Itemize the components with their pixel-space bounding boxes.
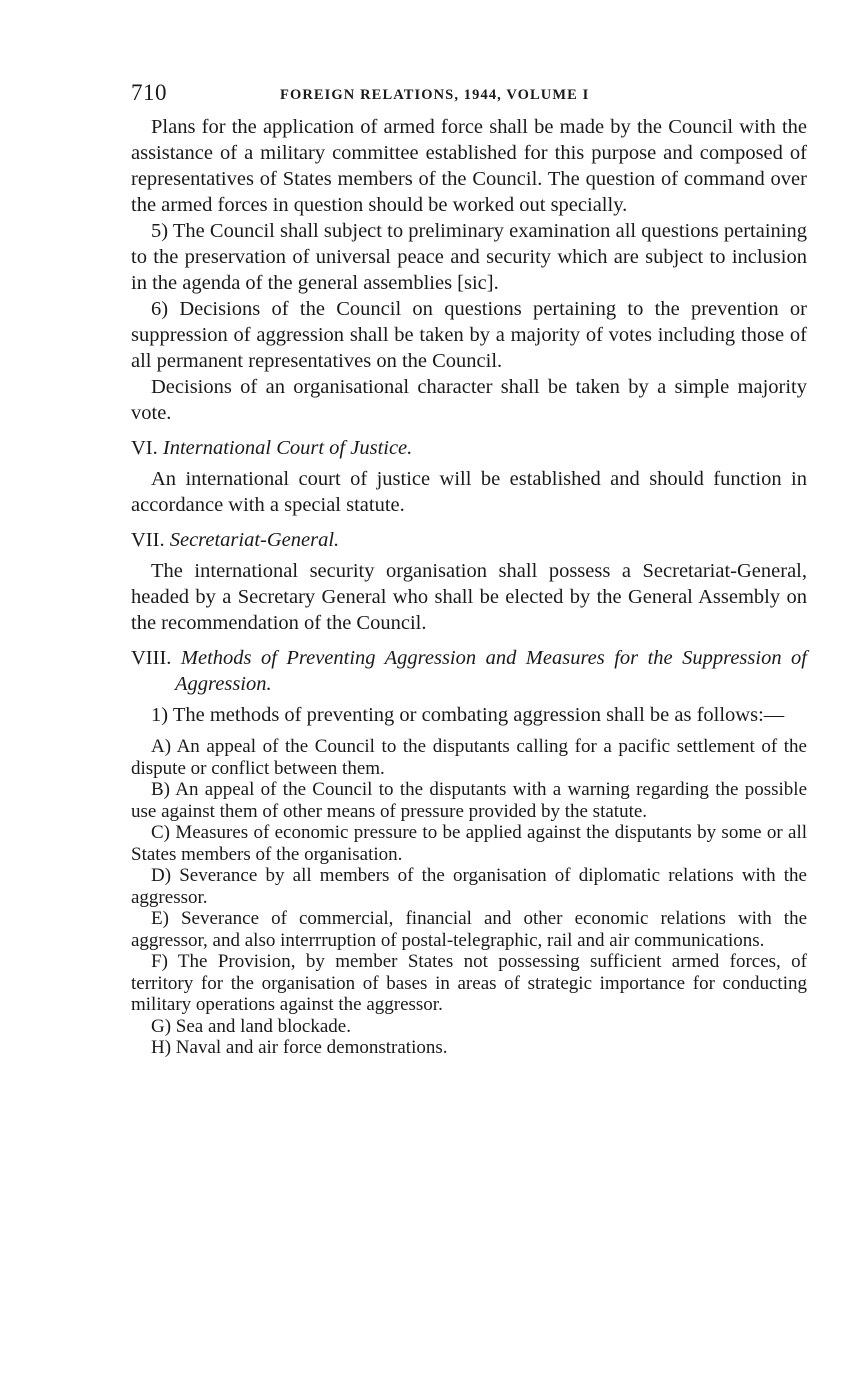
section-number: VII. [131, 529, 165, 551]
paragraph: Decisions of an organisational character shall be taken by a simple majority vote. [131, 376, 807, 424]
list-item: B) An appeal of the Council to the disputants with a warning regarding the possible use against them of other means of pressure provided by the statute. [131, 779, 807, 822]
section-heading-vii [131, 527, 807, 553]
list-item: A) An appeal of the Council to the disputants calling for a pacific settlement of the dispute or conflict between them. [131, 736, 807, 779]
list-item: G) Sea and land blockade. [151, 1015, 351, 1037]
paragraph: The international security organisation shall possess a Secretariat-General, headed by a Secretary General who shall be elected by the General Assembly on the recommendation of the Council. [131, 560, 807, 634]
paragraph: 1) The methods of preventing or combating aggression shall be as follows:— [151, 704, 785, 726]
running-head: FOREIGN RELATIONS, 1944, VOLUME I [280, 87, 590, 103]
measures-list [131, 736, 807, 1059]
paragraph: An international court of justice will be established and should function in accordance with a special statute. [131, 468, 807, 516]
section-title: International Court of Justice. [162, 437, 413, 459]
paragraph: 5) The Council shall subject to preliminary examination all questions pertaining to the preservation of universal peace and security which are subject to inclusion in the agenda of the general assemblies [sic]. [131, 220, 807, 294]
list-item: H) Naval and air force demonstrations. [151, 1037, 448, 1058]
section-number: VI. [131, 437, 158, 459]
section-heading-vi [131, 435, 807, 461]
list-item: E) Severance of commercial, financial and other economic relations with the aggressor, and also interrruption of postal-telegraphic, rail and air communications. [131, 908, 807, 951]
section-title: Methods of Preventing Aggression and Measures for the Suppression of Aggression. [175, 647, 807, 695]
list-item: D) Severance by all members of the organisation of diplomatic relations with the aggressor. [131, 865, 807, 908]
top-paragraphs [131, 114, 807, 426]
section-number: VIII. [131, 647, 172, 669]
list-item: C) Measures of economic pressure to be applied against the disputants by some or all States members of the organisation. [131, 822, 807, 865]
section-heading-viii [131, 645, 807, 697]
page-number: 710 [131, 80, 167, 105]
section-title: Secretariat-General. [169, 529, 340, 551]
paragraph: 6) Decisions of the Council on questions pertaining to the prevention or suppression of aggression shall be taken by a majority of votes including those of all permanent representatives on the Council. [131, 298, 807, 372]
document-page [131, 78, 807, 1059]
paragraph: Plans for the application of armed force shall be made by the Council with the assistance of a military committee established for this purpose and composed of representatives of States members of the Council. The question of command over the armed forces in question should be worked out specially. [131, 116, 807, 216]
list-item: F) The Provision, by member States not possessing sufficient armed forces, of territory for the organisation of bases in areas of strategic importance for conducting military operations against the aggressor. [131, 951, 807, 1015]
page-header [131, 78, 807, 114]
